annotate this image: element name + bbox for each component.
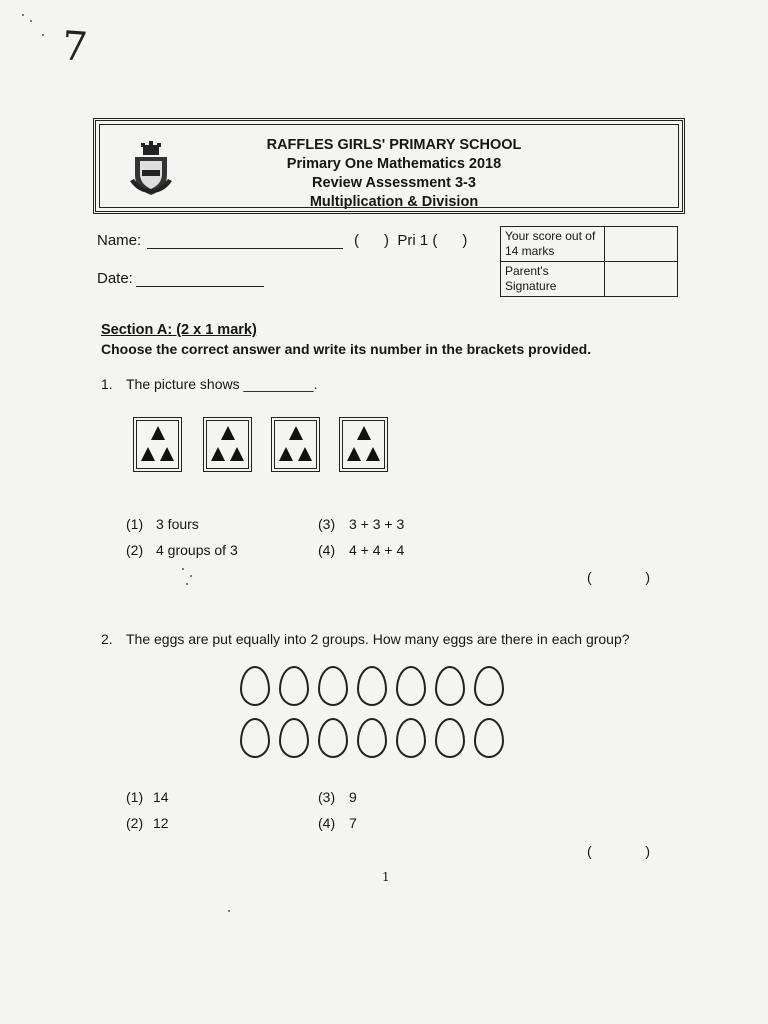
- q2-option-2-num: (2): [126, 815, 144, 831]
- question-1-number: 1.: [101, 376, 113, 392]
- triangle-group: [339, 417, 388, 472]
- scan-speck: [30, 20, 32, 22]
- section-instructions: Choose the correct answer and write its number in the brackets provided.: [101, 341, 592, 357]
- triangle-group: [133, 417, 182, 472]
- q1-option-4-num: (4): [318, 542, 336, 558]
- q1-option-4-text: 4 + 4 + 4: [349, 542, 405, 558]
- question-2-text: The eggs are put equally into 2 groups. How many eggs are there in each group?: [126, 631, 630, 647]
- egg-icon: [318, 666, 348, 706]
- scan-speck: [22, 14, 24, 16]
- q1-option-2-num: (2): [126, 542, 144, 558]
- question-2-number: 2.: [101, 631, 113, 647]
- triangle-icon: [289, 426, 303, 440]
- assessment-title: Review Assessment 3-3: [312, 175, 476, 191]
- topic-title: Multiplication & Division: [309, 194, 479, 210]
- q2-option-1-num: (1): [126, 789, 144, 805]
- q1-option-1-text: 3 fours: [156, 516, 199, 532]
- date-field[interactable]: [136, 269, 264, 287]
- class-field[interactable]: ( ) Pri 1 ( ): [354, 232, 468, 249]
- subject-title: Primary One Mathematics 2018: [286, 156, 502, 172]
- header-box: [93, 118, 685, 214]
- scan-speck: [190, 575, 192, 577]
- q2-option-3-num: (3): [318, 789, 336, 805]
- page-mark: 7: [60, 23, 90, 71]
- q1-option-3-num: (3): [318, 516, 336, 532]
- egg-icon: [357, 718, 387, 758]
- egg-icon: [279, 718, 309, 758]
- triangle-icon: [211, 447, 225, 461]
- triangle-group: [203, 417, 252, 472]
- q2-answer-brackets[interactable]: ( ): [587, 843, 650, 859]
- name-label: Name:: [97, 232, 142, 249]
- scan-speck: [182, 568, 184, 570]
- section-title: Section A: (2 x 1 mark): [101, 322, 257, 338]
- score-label: Your score out of 14 marks: [501, 227, 605, 262]
- q2-option-1-text: 14: [153, 789, 169, 805]
- q1-option-1-num: (1): [126, 516, 144, 532]
- triangle-icon: [160, 447, 174, 461]
- score-table: [500, 226, 678, 297]
- school-name: RAFFLES GIRLS' PRIMARY SCHOOL: [266, 137, 522, 153]
- q2-option-2-text: 12: [153, 815, 169, 831]
- scan-speck: [186, 583, 188, 585]
- q1-option-2-text: 4 groups of 3: [156, 542, 238, 558]
- egg-icon: [396, 666, 426, 706]
- q1-option-3-text: 3 + 3 + 3: [349, 516, 405, 532]
- triangle-icon: [230, 447, 244, 461]
- header-inner-border: [99, 124, 679, 208]
- signature-label: Parent's Signature: [501, 262, 605, 297]
- q2-option-3-text: 9: [349, 789, 357, 805]
- scan-speck: [228, 910, 230, 912]
- q2-option-4-num: (4): [318, 815, 336, 831]
- egg-icon: [474, 718, 504, 758]
- egg-icon: [318, 718, 348, 758]
- triangle-group: [271, 417, 320, 472]
- scan-speck: [42, 34, 44, 36]
- triangle-icon: [141, 447, 155, 461]
- triangle-icon: [151, 426, 165, 440]
- q1-answer-brackets[interactable]: ( ): [587, 569, 650, 585]
- triangle-icon: [357, 426, 371, 440]
- name-field[interactable]: [147, 231, 343, 249]
- egg-icon: [240, 718, 270, 758]
- egg-icon: [279, 666, 309, 706]
- triangle-icon: [221, 426, 235, 440]
- triangle-icon: [366, 447, 380, 461]
- q2-option-4-text: 7: [349, 815, 357, 831]
- egg-icon: [357, 666, 387, 706]
- egg-icon: [474, 666, 504, 706]
- egg-icon: [240, 666, 270, 706]
- egg-icon: [435, 666, 465, 706]
- triangle-icon: [279, 447, 293, 461]
- score-field[interactable]: [605, 227, 678, 262]
- header-text: [100, 136, 678, 212]
- triangle-icon: [298, 447, 312, 461]
- egg-icon: [435, 718, 465, 758]
- triangle-icon: [347, 447, 361, 461]
- egg-icon: [396, 718, 426, 758]
- page-number: 1: [382, 870, 390, 884]
- question-1-text: The picture shows _________.: [126, 376, 318, 392]
- date-label: Date:: [97, 270, 133, 287]
- signature-field[interactable]: [605, 262, 678, 297]
